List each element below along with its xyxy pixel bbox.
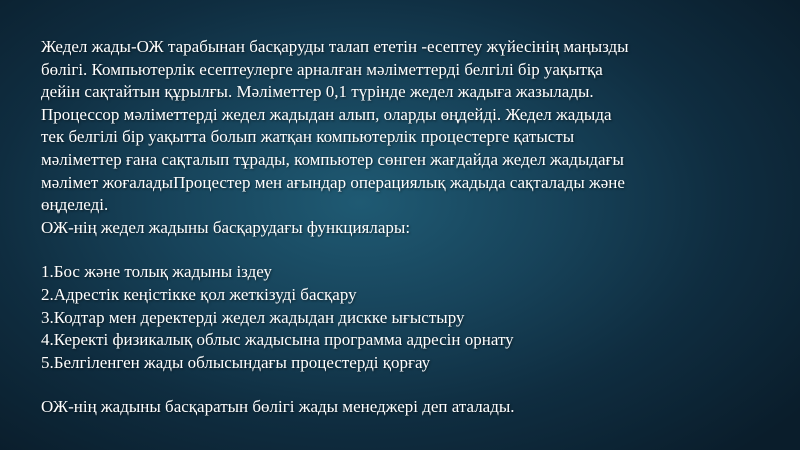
spacer	[41, 239, 761, 261]
intro-line: бөлігі. Компьютерлік есептеулерге арналған мәліметтерді белгілі бір уақытқа	[41, 59, 603, 79]
intro-line: өңделеді.	[41, 195, 109, 215]
slide-content	[41, 36, 761, 419]
conclusion-text: ОЖ-нің жадыны басқаратын бөлігі жады менеджері деп аталады.	[41, 397, 515, 417]
spacer	[41, 374, 761, 396]
list-item: 5.Белгіленген жады облысындағы процестерді қорғау	[41, 352, 431, 372]
list-item: 1.Бос және толық жадыны іздеу	[41, 262, 272, 282]
intro-paragraph	[41, 36, 761, 217]
functions-list	[41, 261, 761, 374]
intro-line: Жедел жады-ОЖ тарабынан басқаруды талап ететін -есептеу жүйесінің маңызды	[41, 37, 629, 56]
intro-line: мәлімет жоғаладыПроцестер мен ағындар операциялық жадыда сақталады және	[41, 172, 625, 192]
functions-heading: ОЖ-нің жедел жадыны басқарудағы функциялары:	[41, 217, 411, 237]
intro-line: мәліметтер ғана сақталып тұрады, компьютер сөнген жағдайда жедел жадыдағы	[41, 149, 624, 169]
list-item: 3.Кодтар мен деректерді жедел жадыдан дискке ығыстыру	[41, 307, 465, 327]
intro-line: тек белгілі бір уақытта болып жатқан компьютерлік процестерге қатысты	[41, 127, 575, 147]
intro-line: Процессор мәліметтерді жедел жадыдан алып, оларды өңдейді. Жедел жадыда	[41, 104, 612, 124]
list-item: 2.Адрестік кеңістікке қол жеткізуді басқару	[41, 284, 357, 304]
list-item: 4.Керекті физикалық облыс жадысына программа адресін орнату	[41, 330, 514, 350]
intro-line: дейін сақтайтын құрылғы. Мәліметтер 0,1 түрінде жедел жадыға жазылады.	[41, 82, 594, 102]
